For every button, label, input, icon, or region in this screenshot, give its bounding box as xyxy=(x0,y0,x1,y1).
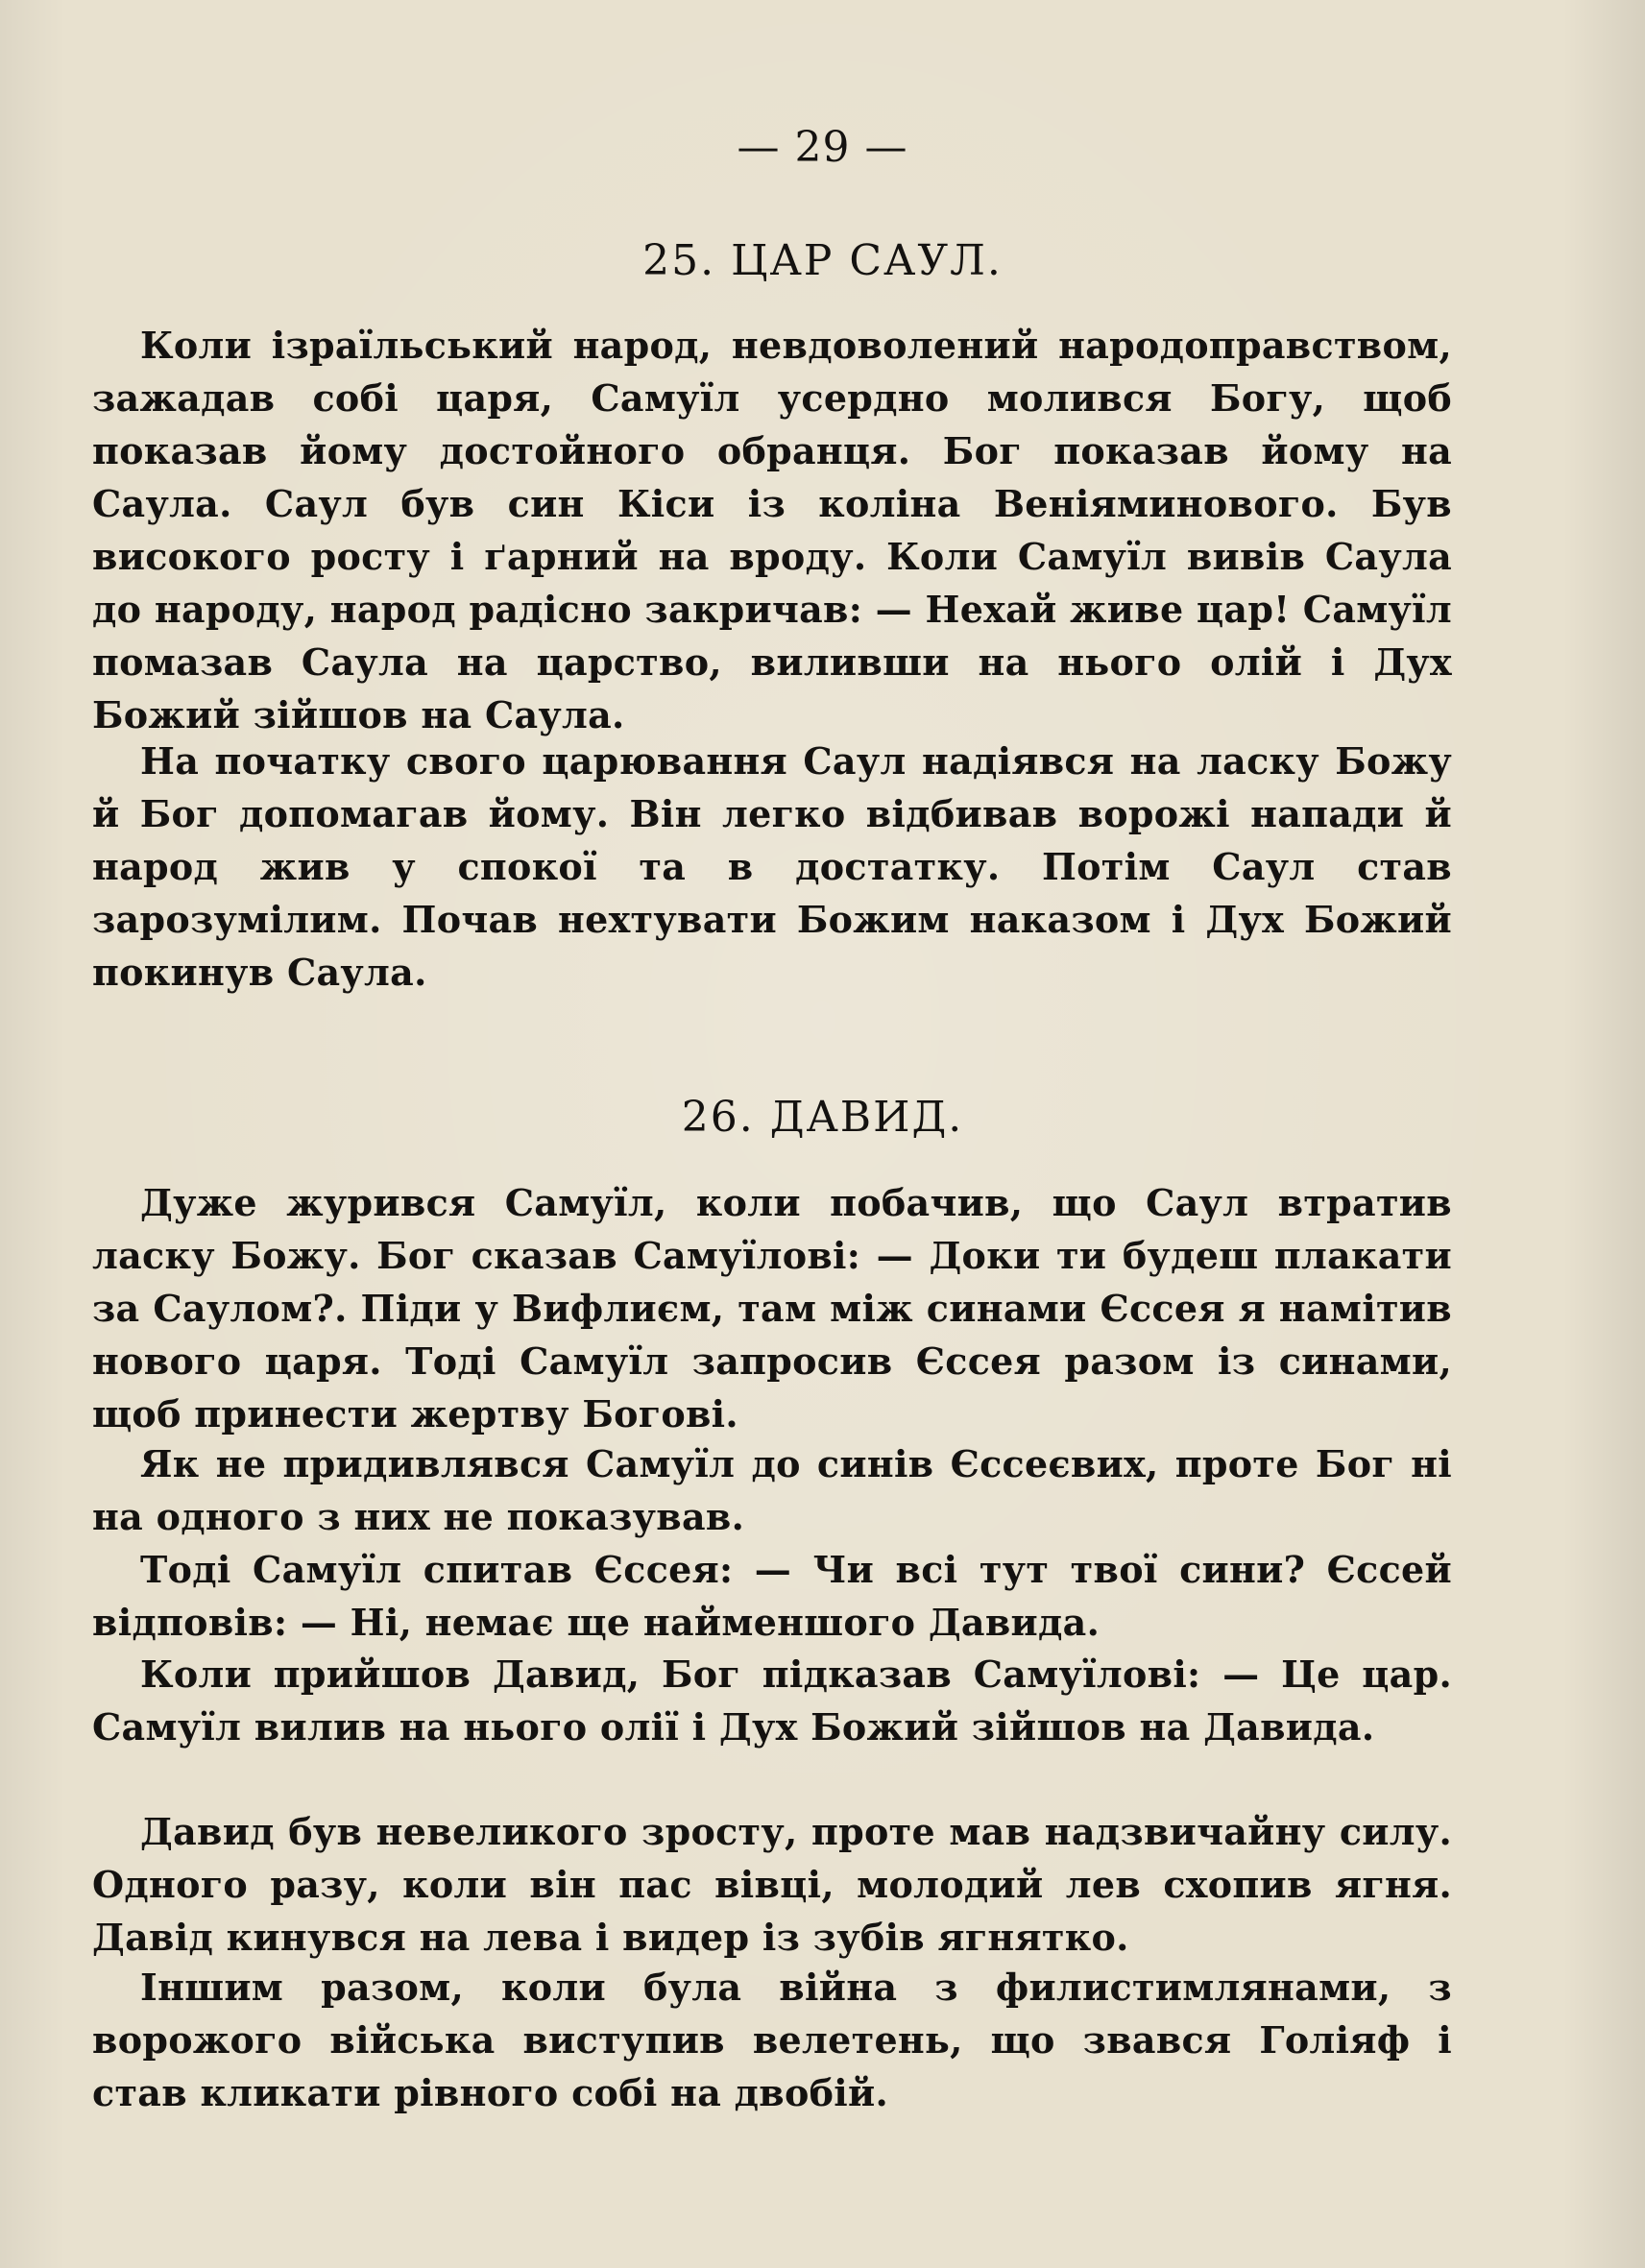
paragraph: На початку свого царювання Саул надіявся на ласку Божу й Бог допомагав йому. Він легко відбивав ворожі напади й народ жив у спокої та в достатку. Потім Саул став зарозумілим. Почав нехтувати Божим наказом і Дух Божий покинув Саула. xyxy=(92,739,1452,994)
paragraph: Дуже журився Самуїл, коли побачив, що Саул втратив ласку Божу. Бог сказав Самуїлові: — Доки ти будеш плакати за Саулом?. Піди у Вифлиєм, там між синами Єссея я намітив нового царя. Тоді Самуїл запросив Єссея разом із синами, щоб принести жертву Богові. xyxy=(92,1181,1452,1436)
section-title: 26. ДАВИД. xyxy=(681,1093,964,1142)
paragraph: Іншим разом, коли була війна з филистимлянами, з ворожого війська виступив велетень, що звався Голіяф і став кликати рівного собі на двобій. xyxy=(92,1966,1452,2114)
paragraph: Як не придивлявся Самуїл до синів Єссеєвих, проте Бог ні на одного з них не показував. xyxy=(92,1442,1452,1538)
paragraph: Давид був невеликого зросту, проте мав надзвичайну силу. Одного разу, коли він пас вівці, молодий лев схопив ягня. Давід кинувся на лева і видер із зубів ягнятко. xyxy=(92,1810,1452,1959)
section-title: 25. ЦАР САУЛ. xyxy=(642,236,1003,285)
paragraph: Коли прийшов Давид, Бог підказав Самуїлові: — Це цар. Самуїл вилив на нього олії і Дух Божий зійшов на Давида. xyxy=(92,1653,1452,1749)
page-number: — 29 — xyxy=(737,123,908,172)
paragraph: Тоді Самуїл спитав Єссея: — Чи всі тут твої сини? Єссей відповів: — Ні, немає ще найменшого Давида. xyxy=(92,1548,1452,1644)
paragraph: Коли ізраїльський народ, невдоволений народоправством, зажадав собі царя, Самуїл усердно молився Богу, щоб показав йому достойного обранця. Бог показав йому на Саула. Саул був син Кіси із коліна Веніяминового. Був високого росту і ґарний на вроду. Коли Самуїл вивів Саула до народу, народ радісно закричав: — Нехай живе цар! Самуїл помазав Саула на царство, виливши на нього олій і Дух Божий зійшов на Саула. xyxy=(92,324,1452,736)
